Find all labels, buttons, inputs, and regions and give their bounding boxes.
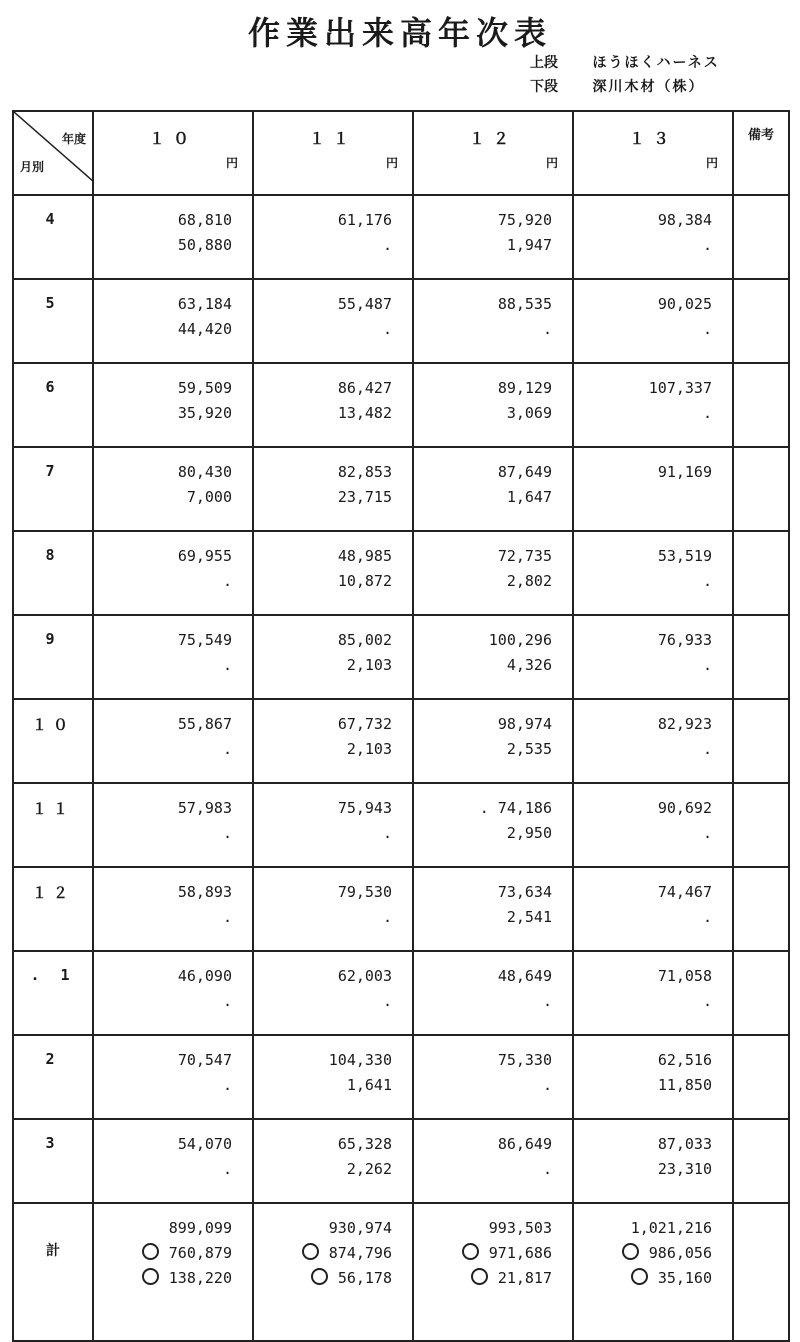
value-cell [413, 699, 573, 783]
value-cell [93, 951, 253, 1035]
upper-value: 90,025 [657, 295, 712, 313]
lower-value: 3,069 [506, 404, 552, 422]
lower-value: 2,262 [346, 1160, 392, 1178]
note-cell [733, 867, 789, 951]
value-cell [93, 531, 253, 615]
lower-value: 7,000 [186, 488, 232, 506]
lower-value: . [542, 1160, 552, 1178]
lower-value: . [382, 908, 392, 926]
value-cell [573, 195, 733, 279]
lower-value: . [222, 908, 232, 926]
upper-value: 100,296 [488, 631, 552, 649]
month-label: １０ [13, 699, 93, 783]
upper-value: 98,384 [657, 211, 712, 229]
circle-mark-icon [462, 1243, 479, 1260]
yen-unit: 円 [545, 156, 558, 170]
upper-value: 69,955 [177, 547, 232, 565]
circle-mark-icon [311, 1268, 328, 1285]
upper-value: 107,337 [648, 379, 712, 397]
lower-value: 2,103 [346, 656, 392, 674]
lower-value: 1,947 [506, 236, 552, 254]
lower-value: . [222, 740, 232, 758]
value-cell [253, 951, 413, 1035]
value-cell [93, 363, 253, 447]
upper-value: 61,176 [337, 211, 392, 229]
lower-value: . [222, 1076, 232, 1094]
value-cell [253, 195, 413, 279]
note-cell [733, 1119, 789, 1203]
upper-value: 87,033 [657, 1135, 712, 1153]
month-label: 5 [13, 279, 93, 363]
value-cell [93, 195, 253, 279]
table-row [13, 279, 789, 363]
month-label: 6 [13, 363, 93, 447]
lower-value: . [702, 908, 712, 926]
month-label: 2 [13, 1035, 93, 1119]
lower-value: . [702, 656, 712, 674]
total-label: 計 [13, 1203, 93, 1341]
total-lower-value: 21,817 [497, 1269, 552, 1287]
year-label: １３ [628, 129, 677, 148]
note-cell [733, 699, 789, 783]
month-label: 4 [13, 195, 93, 279]
year-label: １２ [468, 129, 517, 148]
circle-mark-icon [142, 1268, 159, 1285]
total-lower-value: 35,160 [657, 1269, 712, 1287]
lower-value: 2,535 [506, 740, 552, 758]
lower-value: . [702, 404, 712, 422]
upper-value: 46,090 [177, 967, 232, 985]
upper-value: 76,933 [657, 631, 712, 649]
value-cell [93, 699, 253, 783]
lower-value: . [382, 992, 392, 1010]
value-cell [573, 531, 733, 615]
value-cell [573, 1035, 733, 1119]
year-header-12 [413, 111, 573, 195]
value-cell [93, 447, 253, 531]
value-cell [413, 531, 573, 615]
month-label: . 1 [13, 951, 93, 1035]
total-value: 1,021,216 [630, 1219, 712, 1237]
legend-row-lower [530, 76, 720, 100]
upper-value: 75,943 [337, 799, 392, 817]
lower-value: . [222, 656, 232, 674]
month-label: 7 [13, 447, 93, 531]
lower-value: 2,950 [506, 824, 552, 842]
upper-value: 74,467 [657, 883, 712, 901]
corner-month-label: 月別 [20, 160, 45, 174]
legend-row-upper [530, 52, 720, 76]
total-upper-value: 874,796 [328, 1244, 392, 1262]
lower-value: . [702, 824, 712, 842]
note-cell [733, 195, 789, 279]
value-cell [253, 279, 413, 363]
upper-value: 85,002 [337, 631, 392, 649]
table-row [13, 951, 789, 1035]
total-value: 993,503 [488, 1219, 552, 1237]
upper-value: 54,070 [177, 1135, 232, 1153]
lower-value: 44,420 [177, 320, 232, 338]
upper-value: 90,692 [657, 799, 712, 817]
value-cell [253, 1119, 413, 1203]
table-row [13, 1119, 789, 1203]
upper-value: 80,430 [177, 463, 232, 481]
note-cell [733, 363, 789, 447]
upper-value: 79,530 [337, 883, 392, 901]
value-cell [93, 867, 253, 951]
upper-value: 55,487 [337, 295, 392, 313]
upper-value: 55,867 [177, 715, 232, 733]
total-cell [93, 1203, 253, 1341]
note-cell [733, 783, 789, 867]
value-cell [573, 615, 733, 699]
lower-value: . [702, 320, 712, 338]
total-lower-value: 138,220 [168, 1269, 232, 1287]
legend-label: 上段 [530, 55, 558, 71]
lower-value: 11,850 [657, 1076, 712, 1094]
upper-value: 65,328 [337, 1135, 392, 1153]
circle-mark-icon [302, 1243, 319, 1260]
total-cell [253, 1203, 413, 1341]
value-cell [413, 951, 573, 1035]
lower-value: . [382, 320, 392, 338]
upper-value: 58,893 [177, 883, 232, 901]
table-row [13, 615, 789, 699]
lower-value: 23,310 [657, 1160, 712, 1178]
value-cell [413, 783, 573, 867]
upper-value: 62,003 [337, 967, 392, 985]
total-cell [413, 1203, 573, 1341]
table-row [13, 1035, 789, 1119]
value-cell [573, 783, 733, 867]
value-cell [573, 867, 733, 951]
table-row [13, 195, 789, 279]
lower-value: 2,802 [506, 572, 552, 590]
lower-value: . [702, 572, 712, 590]
upper-value: 89,129 [497, 379, 552, 397]
upper-value: 87,649 [497, 463, 552, 481]
lower-value: 1,647 [506, 488, 552, 506]
circle-mark-icon [631, 1268, 648, 1285]
table-row [13, 447, 789, 531]
total-value: 899,099 [168, 1219, 232, 1237]
lower-value: . [382, 824, 392, 842]
value-cell [253, 447, 413, 531]
value-cell [413, 615, 573, 699]
value-cell [253, 363, 413, 447]
upper-value: 68,810 [177, 211, 232, 229]
lower-value: . [222, 572, 232, 590]
month-label: 9 [13, 615, 93, 699]
total-row [13, 1203, 789, 1341]
upper-value: 72,735 [497, 547, 552, 565]
value-cell [253, 867, 413, 951]
year-header-13 [573, 111, 733, 195]
value-cell [413, 195, 573, 279]
value-cell [413, 363, 573, 447]
note-header: 備考 [733, 111, 789, 195]
value-cell [253, 531, 413, 615]
note-cell [733, 1203, 789, 1341]
value-cell [573, 279, 733, 363]
year-header-11 [253, 111, 413, 195]
lower-value: . [222, 992, 232, 1010]
value-cell [413, 867, 573, 951]
upper-value: 67,732 [337, 715, 392, 733]
lower-value: . [702, 992, 712, 1010]
corner-cell [13, 111, 93, 195]
value-cell [413, 1119, 573, 1203]
value-cell [573, 447, 733, 531]
legend-label: 下段 [530, 79, 558, 95]
upper-value: 48,649 [497, 967, 552, 985]
table-row [13, 699, 789, 783]
yen-unit: 円 [385, 156, 398, 170]
upper-value: 75,549 [177, 631, 232, 649]
value-cell [93, 1119, 253, 1203]
total-upper-value: 986,056 [648, 1244, 712, 1262]
yen-unit: 円 [705, 156, 718, 170]
value-cell [573, 699, 733, 783]
circle-mark-icon [471, 1268, 488, 1285]
lower-value: 23,715 [337, 488, 392, 506]
lower-value: . [702, 236, 712, 254]
value-cell [413, 279, 573, 363]
month-label: 3 [13, 1119, 93, 1203]
circle-mark-icon [142, 1243, 159, 1260]
lower-value: . [702, 740, 712, 758]
value-cell [253, 615, 413, 699]
lower-value: 2,103 [346, 740, 392, 758]
upper-value: 71,058 [657, 967, 712, 985]
lower-value: 1,641 [346, 1076, 392, 1094]
upper-value: 91,169 [657, 463, 712, 481]
lower-value: . [382, 236, 392, 254]
legend-value: 深川木材（株） [592, 79, 705, 95]
value-cell [93, 615, 253, 699]
lower-value: . [222, 824, 232, 842]
lower-value: . [222, 1160, 232, 1178]
value-cell [573, 1119, 733, 1203]
corner-year-label: 年度 [61, 132, 86, 146]
upper-value: 63,184 [177, 295, 232, 313]
month-label: １２ [13, 867, 93, 951]
upper-value: 86,649 [497, 1135, 552, 1153]
total-cell [573, 1203, 733, 1341]
note-cell [733, 447, 789, 531]
page-title: 作業出来高年次表 [247, 14, 552, 52]
upper-value: 86,427 [337, 379, 392, 397]
year-label: １１ [308, 129, 357, 148]
upper-value: 57,983 [177, 799, 232, 817]
lower-value: 10,872 [337, 572, 392, 590]
value-cell [253, 783, 413, 867]
upper-value: 59,509 [177, 379, 232, 397]
note-cell [733, 531, 789, 615]
upper-value: 82,853 [337, 463, 392, 481]
lower-value: 4,326 [506, 656, 552, 674]
value-cell [93, 279, 253, 363]
value-cell [253, 699, 413, 783]
note-cell [733, 1035, 789, 1119]
yearly-output-table [12, 110, 790, 1342]
lower-value: 35,920 [177, 404, 232, 422]
circle-mark-icon [622, 1243, 639, 1260]
upper-value: 62,516 [657, 1051, 712, 1069]
lower-value: 13,482 [337, 404, 392, 422]
header-row [13, 111, 789, 195]
legend-value: ほうほくハーネス [592, 55, 720, 71]
total-upper-value: 971,686 [488, 1244, 552, 1262]
table-row [13, 867, 789, 951]
month-label: 8 [13, 531, 93, 615]
month-label: １１ [13, 783, 93, 867]
lower-value: . [542, 320, 552, 338]
upper-value: 70,547 [177, 1051, 232, 1069]
upper-value: 53,519 [657, 547, 712, 565]
total-value: 930,974 [328, 1219, 392, 1237]
table-row [13, 363, 789, 447]
lower-value: 2,541 [506, 908, 552, 926]
lower-value: 50,880 [177, 236, 232, 254]
total-lower-value: 56,178 [337, 1269, 392, 1287]
year-header-10 [93, 111, 253, 195]
value-cell [413, 447, 573, 531]
upper-value: 98,974 [497, 715, 552, 733]
lower-value: . [542, 1076, 552, 1094]
lower-value: . [542, 992, 552, 1010]
total-upper-value: 760,879 [168, 1244, 232, 1262]
upper-value: 48,985 [337, 547, 392, 565]
table-row [13, 531, 789, 615]
year-label: １０ [148, 129, 197, 148]
value-cell [413, 1035, 573, 1119]
lower-value [574, 485, 712, 510]
upper-value: 104,330 [328, 1051, 392, 1069]
value-cell [573, 363, 733, 447]
value-cell [93, 783, 253, 867]
upper-value: 73,634 [497, 883, 552, 901]
upper-value: 75,920 [497, 211, 552, 229]
value-cell [573, 951, 733, 1035]
upper-value: . 74,186 [479, 799, 552, 817]
note-cell [733, 951, 789, 1035]
table-row [13, 783, 789, 867]
value-cell [253, 1035, 413, 1119]
yen-unit: 円 [225, 156, 238, 170]
upper-value: 82,923 [657, 715, 712, 733]
note-cell [733, 615, 789, 699]
upper-value: 88,535 [497, 295, 552, 313]
upper-value: 75,330 [497, 1051, 552, 1069]
note-cell [733, 279, 789, 363]
value-cell [93, 1035, 253, 1119]
legend [530, 52, 720, 100]
